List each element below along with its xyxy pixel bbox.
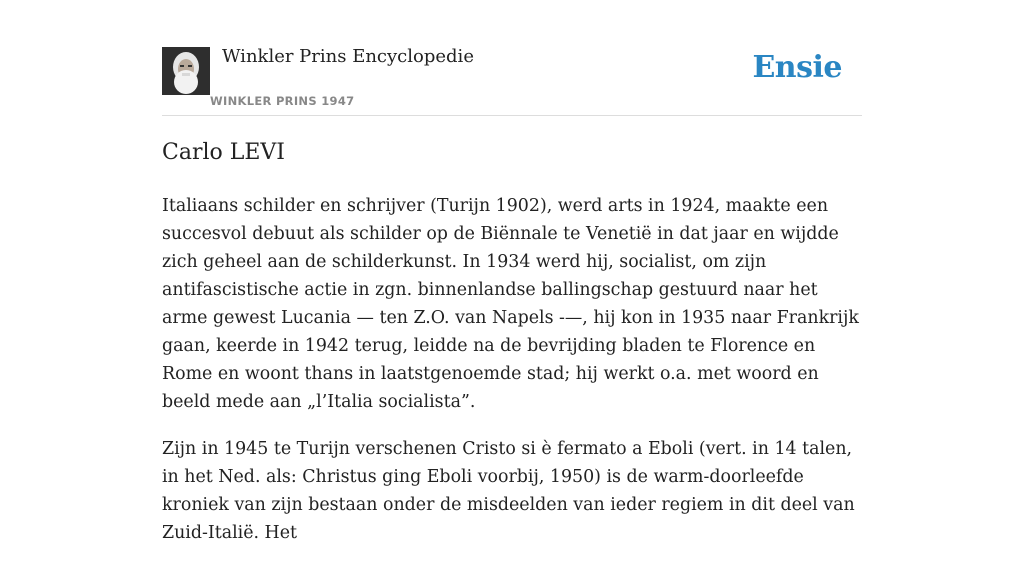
article-paragraph: Zijn in 1945 te Turijn verschenen Cristo si è fermato a Eboli (vert. in 14 talen, in het Ned. als: Christus ging Eboli voorbij, 1950) is de warm-doorleefde kroniek van zijn bestaan onder de misdeelden van ieder regiem in dit deel van Zuid-Italië. Het xyxy=(162,439,855,543)
source-title[interactable]: Winkler Prins Encyclopedie xyxy=(222,46,474,67)
article-paragraph: Italiaans schilder en schrijver (Turijn 1902), werd arts in 1924, maakte een succesvol debuut als schilder op de Biënnale te Venetië in dat jaar en wijdde zich geheel aan de schilderkunst. In 1934 werd hij, socialist, om zijn antifascistische actie in zgn. binnenlandse ballingschap gestuurd naar het arme gewest Lucania — ten Z.O. van Napels -—, hij kon in 1935 naar Frankrijk gaan, keerde in 1942 terug, leidde na de bevrijding bladen te Florence en Rome en woont thans in laatstgenoemde stad; hij werkt o.a. met woord en beeld mede aan „l’Italia socialista”. xyxy=(162,196,859,412)
page xyxy=(162,0,862,543)
source-header xyxy=(162,0,862,116)
portrait-icon xyxy=(162,47,210,95)
article-title: Carlo LEVI xyxy=(162,140,285,165)
article-body xyxy=(162,192,862,566)
brand-logo[interactable]: Ensie xyxy=(752,50,842,85)
source-subtitle: WINKLER PRINS 1947 xyxy=(210,94,355,108)
portrait-avatar[interactable] xyxy=(162,47,210,95)
